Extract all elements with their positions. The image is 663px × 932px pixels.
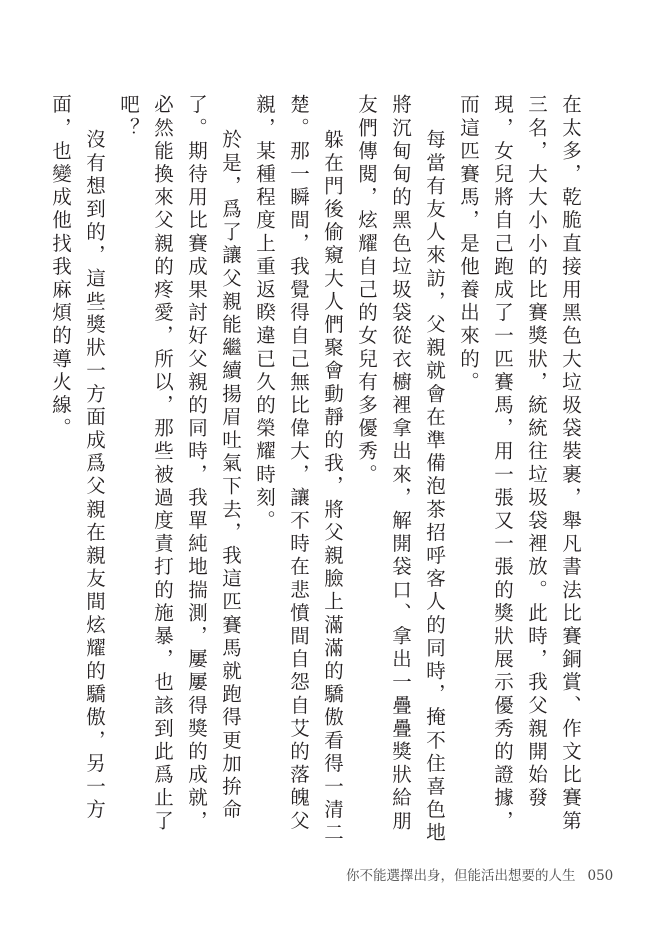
footer-book-title: 你不能選擇出身，但能活出想要的人生 xyxy=(346,868,576,884)
paragraph-1: 在太多，乾脆直接用黑色大垃圾袋裝裹，舉凡書法比賽銅賞、作文比賽第三名，大大小小的比賽獎狀，統統往垃圾袋裡放。此時，我父親開始發現，女兒將自己跑成了一匹賽馬，用一張又一張的獎狀展示優秀的證據，而這匹賽馬，是他養出來的。 xyxy=(457,94,582,834)
paragraph-4: 於是，爲了讓父親能繼續揚眉吐氣下去，我這匹賽馬就跑得更加拚命了。期待用比賽成果討好父親的同時，我單純地揣測，屢屢得獎的成就，必然能換來父親的疼愛，所以，那些被過度責打的施暴，也該到此爲止了吧？ xyxy=(117,94,242,834)
page-number: 050 xyxy=(587,868,614,884)
vertical-body-text xyxy=(43,94,587,854)
paragraph-3: 躲在門後偷窺大人們聚會動靜的我，將父親臉上滿滿的驕傲看得一清二楚。那一瞬間，我覺得自己無比偉大，讓不時在悲憤間自怨自艾的落魄父親，某種程度上重返睽違已久的榮耀時刻。 xyxy=(253,94,344,846)
paragraph-5: 沒有想到的，這些獎狀一方面成爲父親在親友間炫耀的驕傲，另一方面，也變成他找我麻煩的導火線。 xyxy=(49,94,106,823)
page-footer xyxy=(346,864,613,884)
paragraph-2: 每當有友人來訪，父親就會在準備泡茶招呼客人的同時，掩不住喜色地將沉甸甸的黑色垃圾袋從衣櫥裡拿出來，解開袋口、拿出一疊疊獎狀給朋友們傳閱，炫耀自己的女兒有多優秀。 xyxy=(355,94,446,846)
